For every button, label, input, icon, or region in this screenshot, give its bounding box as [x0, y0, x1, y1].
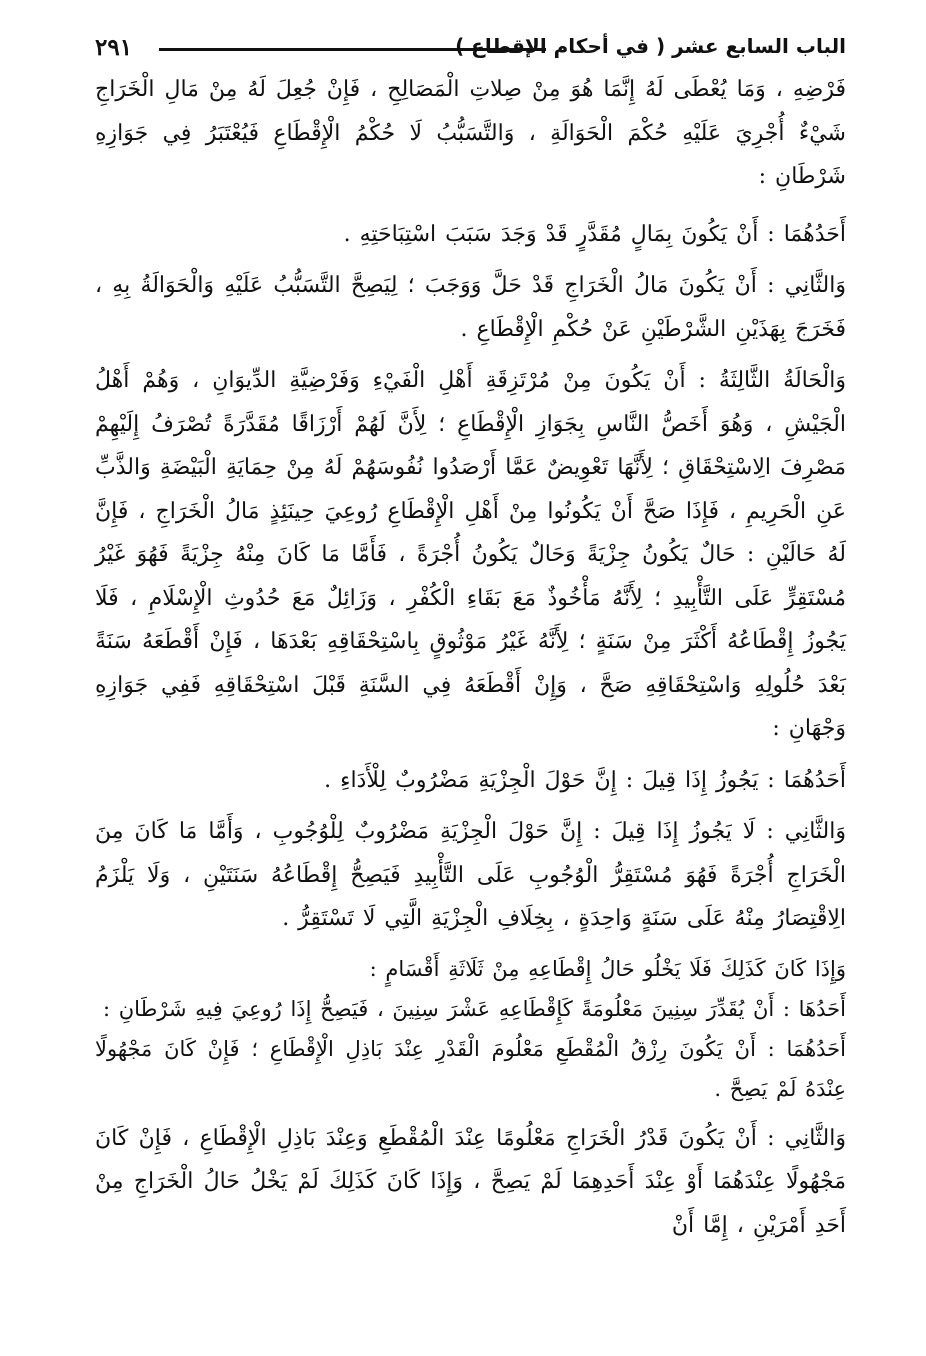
running-head: الباب السابع عشر ( في أحكام الإقطاع ) — [455, 34, 846, 58]
paragraph: أَحَدُهُمَا : أَنْ يَكُونَ رِزْقُ الْمُقْطَعِ مَعْلُومَ الْقَدْرِ عِنْدَ بَاذِلِ الْإِقْطَاعِ ؛ فَإِنْ كَانَ مَجْهُولًا عِنْدَهُ لَمْ يَصِحَّ . — [95, 1036, 846, 1101]
paragraph: وَالثَّانِي : أَنْ يَكُونَ مَالُ الْخَرَاجِ قَدْ حَلَّ وَوَجَبَ ؛ لِيَصِحَّ التَّسَبُّبُ عَلَيْهِ وَالْحَوَالَةُ بِهِ ، فَخَرَجَ بِهَذَيْنِ الشَّرْطَيْنِ عَنْ حُكْمِ الْإِقْطَاعِ . — [95, 273, 846, 342]
paragraph: أَحَدُهَا : أَنْ يُقَدِّرَ سِنِينَ مَعْلُومَةً كَإِقْطَاعِهِ عَشْرَ سِنِينَ ، فَيَصِحُّ إِذَا رُوعِيَ فِيهِ شَرْطَانِ : — [103, 996, 846, 1021]
paragraph: فَرْضِهِ ، وَمَا يُعْطَى لَهُ إِنَّمَا هُوَ مِنْ صِلاتِ الْمَصَالِحِ ، فَإِنْ جُعِلَ لَهُ مِنْ مَالِ الْخَرَاجِ شَيْءٌ أُجْرِيَ عَلَيْهِ حُكْمَ الْحَوَالَةِ ، وَالتَّسَبُّبُ لَا حُكْمُ الْإِقْطَاعِ فَيُعْتَبَرُ فِي جَوَازِهِ شَرْطَانِ : — [95, 77, 846, 189]
paragraph: وَالْحَالَةُ الثَّالِثَةُ : أَنْ يَكُونَ مِنْ مُرْتَزِقَةِ أَهْلِ الْفَيْءِ وَفَرْضِيَّةِ الدِّيوَانِ ، وَهُمْ أَهْلُ الْجَيْشِ ، وَهُوَ أَخَصُّ النَّاسِ بِجَوَازِ الْإِقْطَاعِ ؛ لِأَنَّ لَهُمْ أَرْزَاقًا مُقَدَّرَةً تُصْرَفُ إِلَيْهِمْ مَصْرِفَ الِاسْتِحْقَاقِ ؛ لِأَنَّهَا تَعْوِيضٌ عَمَّا أَرْصَدُوا نُفُوسَهُمْ لَهُ مِنْ حِمَايَةِ الْبَيْضَةِ وَالذَّبِّ عَنِ الْحَرِيمِ ، فَإِذَا صَحَّ أَنْ يَكُونُوا مِنْ أَهْلِ الْإِقْطَاعِ رُوعِيَ حِينَئِذٍ مَالُ الْخَرَاجِ ، فَإِنَّ لَهُ حَالَيْنِ : حَالٌ يَكُونُ جِزْيَةً وَحَالٌ يَكُونُ أُجْرَةً ، فَأَمَّا مَا كَانَ مِنْهُ جِزْيَةً فَهُوَ غَيْرُ مُسْتَقِرٍّ عَلَى التَّأْبِيدِ ؛ لِأَنَّهُ مَأْخُوذٌ مَعَ بَقَاءِ الْكُفْرِ ، وَزَائِلٌ مَعَ حُدُوثِ الْإِسْلَامِ ، فَلَا يَجُوزُ إِقْطَاعُهُ أَكْثَرَ مِنْ سَنَةٍ ؛ لِأَنَّهُ غَيْرُ مَوْثُوقٍ بِاسْتِحْقَاقِهِ بَعْدَهَا ، فَإِنْ أَقْطَعَهُ سَنَةً بَعْدَ حُلُولِهِ وَاسْتِحْقَاقِهِ صَحَّ ، وَإِنْ أَقْطَعَهُ فِي السَّنَةِ قَبْلَ اسْتِحْقَاقِهِ فَفِي جَوَازِهِ وَجْهَانِ : — [95, 368, 846, 741]
page-header — [95, 26, 846, 66]
paragraph: أَحَدُهُمَا : يَجُوزُ إِذَا قِيلَ : إِنَّ حَوْلَ الْجِزْيَةِ مَضْرُوبٌ لِلْأَدَاءِ . — [324, 767, 846, 793]
paragraph: أَحَدُهُمَا : أَنْ يَكُونَ بِمَالٍ مُقَدَّرٍ قَدْ وَجَدَ سَبَبَ اسْتِبَاحَتِهِ . — [343, 221, 846, 247]
paragraph: وَالثَّانِي : لَا يَجُوزُ إِذَا قِيلَ : إِنَّ حَوْلَ الْجِزْيَةِ مَضْرُوبٌ لِلْوُجُوبِ ، وَأَمَّا مَا كَانَ مِنَ الْخَرَاجِ أُجْرَةً فَهُوَ مُسْتَقِرُّ الْوُجُوبِ عَلَى التَّأْبِيدِ فَيَصِحُّ إِقْطَاعُهُ سَنَتَيْنِ ، وَلَا يَلْزَمُ الِاقْتِصَارُ مِنْهُ عَلَى سَنَةٍ وَاحِدَةٍ ، بِخِلَافِ الْجِزْيَةِ الَّتِي لَا تَسْتَقِرُّ . — [95, 819, 846, 931]
page-number: ٢٩١ — [95, 34, 133, 61]
paragraph: وَالثَّانِي : أَنْ يَكُونَ قَدْرُ الْخَرَاجِ مَعْلُومًا عِنْدَ الْمُقْطَعِ وَعِنْدَ بَاذِلِ الْإِقْطَاعِ ، فَإِنْ كَانَ مَجْهُولًا عِنْدَهُمَا أَوْ عِنْدَ أَحَدِهِمَا لَمْ يَصِحَّ ، وَإِذَا كَانَ كَذَلِكَ لَمْ يَخْلُ حَالُ الْخَرَاجِ مِنْ أَحَدِ أَمْرَيْنِ ، إِمَّا أَنْ — [95, 1125, 846, 1238]
page-body — [95, 68, 846, 1247]
paragraph: وَإِذَا كَانَ كَذَلِكَ فَلَا يَخْلُو حَالُ إِقْطَاعِهِ مِنْ ثَلَاثَةِ أَقْسَامٍ : — [369, 956, 846, 981]
